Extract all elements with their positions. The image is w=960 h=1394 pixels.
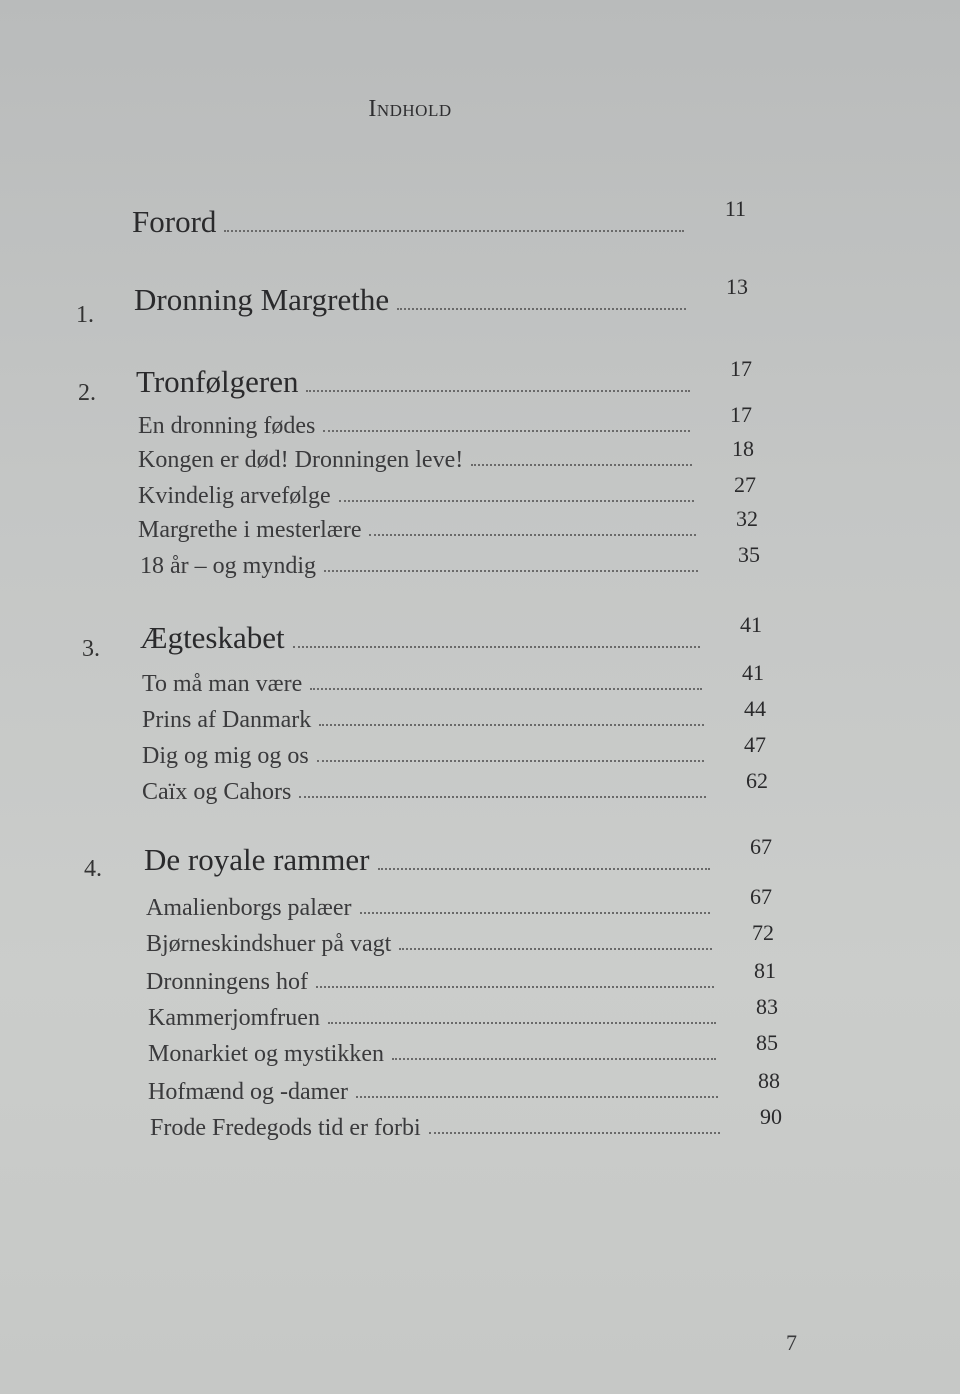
toc-label: Kongen er død! Dronningen leve! bbox=[138, 447, 464, 473]
toc-page-number: 72 bbox=[752, 920, 774, 945]
leader-dots bbox=[397, 308, 686, 310]
toc-entry-section[interactable] bbox=[148, 994, 778, 1032]
toc-entry-chapter[interactable] bbox=[140, 612, 762, 656]
toc-page-number: 85 bbox=[756, 1030, 778, 1055]
toc-page-number: 41 bbox=[740, 612, 762, 637]
toc-entry-section[interactable] bbox=[150, 1104, 782, 1142]
toc-label: Monarkiet og mystikken bbox=[148, 1041, 384, 1067]
toc-entry-section[interactable] bbox=[142, 732, 766, 770]
toc-label: Ægteskabet bbox=[140, 620, 285, 655]
toc-entry-preface[interactable] bbox=[132, 196, 746, 240]
toc-label: Hofmænd og -damer bbox=[148, 1079, 348, 1105]
chapter-number: 3. bbox=[82, 636, 100, 662]
toc-label: Dronningens hof bbox=[146, 969, 308, 995]
leader-dots bbox=[399, 948, 712, 950]
toc-label: Margrethe i mesterlære bbox=[138, 517, 362, 543]
toc-entry-chapter[interactable] bbox=[136, 356, 752, 400]
toc-label: Bjørneskindshuer på vagt bbox=[146, 931, 392, 957]
leader-dots bbox=[339, 500, 694, 502]
toc-entry-section[interactable] bbox=[138, 472, 756, 510]
toc-label: Kammerjomfruen bbox=[148, 1005, 320, 1031]
toc-label: To må man være bbox=[142, 671, 303, 697]
toc-entry-section[interactable] bbox=[138, 436, 754, 474]
toc-entry-section[interactable] bbox=[146, 958, 776, 996]
toc-entry-section[interactable] bbox=[148, 1030, 778, 1068]
leader-dots bbox=[310, 688, 702, 690]
toc-page-number: 27 bbox=[734, 472, 756, 497]
toc-entry-section[interactable] bbox=[146, 920, 774, 958]
toc-entry-section[interactable] bbox=[142, 660, 764, 698]
chapter-number: 2. bbox=[78, 380, 96, 406]
toc-label: Caïx og Cahors bbox=[142, 779, 292, 805]
toc-page-number: 13 bbox=[726, 274, 748, 299]
leader-dots bbox=[324, 570, 698, 572]
leader-dots bbox=[369, 534, 696, 536]
toc-entry-section[interactable] bbox=[140, 542, 760, 580]
leader-dots bbox=[293, 646, 700, 648]
toc-label: Prins af Danmark bbox=[142, 707, 312, 733]
chapter-number: 4. bbox=[84, 856, 102, 882]
toc-page-number: 67 bbox=[750, 834, 772, 859]
page-number: 7 bbox=[786, 1330, 797, 1355]
toc-label: Dronning Margrethe bbox=[134, 282, 390, 317]
toc-label: De royale rammer bbox=[144, 842, 370, 877]
toc-page-number: 62 bbox=[746, 768, 768, 793]
leader-dots bbox=[319, 724, 704, 726]
leader-dots bbox=[356, 1096, 718, 1098]
toc-entry-chapter[interactable] bbox=[144, 834, 772, 878]
toc-page-number: 11 bbox=[724, 196, 746, 221]
toc-page-number: 44 bbox=[744, 696, 766, 721]
toc-page-number: 90 bbox=[760, 1104, 782, 1129]
leader-dots bbox=[328, 1022, 716, 1024]
toc-page-number: 32 bbox=[736, 506, 758, 531]
toc-label: En dronning fødes bbox=[138, 413, 316, 439]
leader-dots bbox=[429, 1132, 720, 1134]
toc-entry-section[interactable] bbox=[146, 884, 772, 922]
toc-page-number: 17 bbox=[730, 402, 752, 427]
toc-label: Amalienborgs palæer bbox=[146, 895, 352, 921]
toc-page-number: 81 bbox=[754, 958, 776, 983]
toc-page-number: 47 bbox=[744, 732, 766, 757]
toc-label: 18 år – og myndig bbox=[140, 553, 316, 579]
page-title: Indhold bbox=[368, 96, 452, 122]
leader-dots bbox=[299, 796, 706, 798]
toc-entry-section[interactable] bbox=[142, 696, 766, 734]
toc-page-number: 17 bbox=[730, 356, 752, 381]
leader-dots bbox=[306, 390, 690, 392]
toc-page-number: 18 bbox=[732, 436, 754, 461]
toc-entry-section[interactable] bbox=[138, 402, 752, 440]
toc-label: Kvindelig arvefølge bbox=[138, 483, 331, 509]
toc-entry-chapter[interactable] bbox=[134, 274, 748, 318]
toc-page-number: 67 bbox=[750, 884, 772, 909]
chapter-number: 1. bbox=[76, 302, 94, 328]
leader-dots bbox=[392, 1058, 716, 1060]
toc-label: Forord bbox=[132, 204, 217, 239]
leader-dots bbox=[378, 868, 711, 870]
leader-dots bbox=[316, 986, 714, 988]
toc-entry-section[interactable] bbox=[138, 506, 758, 544]
toc-page-number: 41 bbox=[742, 660, 764, 685]
toc-label: Tronfølgeren bbox=[136, 364, 299, 399]
toc-entry-section[interactable] bbox=[148, 1068, 780, 1106]
toc-page-number: 88 bbox=[758, 1068, 780, 1093]
toc-entry-section[interactable] bbox=[142, 768, 768, 806]
leader-dots bbox=[224, 230, 684, 232]
toc-page-number: 35 bbox=[738, 542, 760, 567]
toc-label: Frode Fredegods tid er forbi bbox=[150, 1115, 421, 1141]
leader-dots bbox=[317, 760, 704, 762]
toc-label: Dig og mig og os bbox=[142, 743, 309, 769]
leader-dots bbox=[323, 430, 690, 432]
leader-dots bbox=[471, 464, 692, 466]
leader-dots bbox=[360, 912, 710, 914]
toc-page-number: 83 bbox=[756, 994, 778, 1019]
